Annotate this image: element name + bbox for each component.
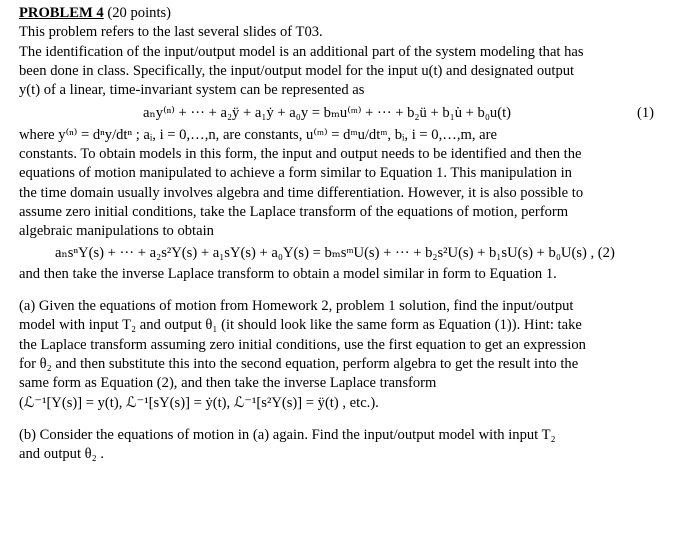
part-b-line: and output θ₂ . <box>19 446 105 463</box>
body-line: the time domain usually involves algebra and time differentiation. However, it is also possible to <box>19 184 584 201</box>
body-line: algebraic manipulations to obtain <box>19 223 214 240</box>
intro-line: been done in class. Specifically, the input/output model for the input u(t) and designated output <box>19 62 575 79</box>
equation-1-label: (1) <box>636 105 654 122</box>
problem-heading <box>19 4 674 23</box>
intro-line: y(t) of a linear, time-invariant system can be represented as <box>19 82 365 99</box>
part-a-line: (ℒ⁻¹[Y(s)] = y(t), ℒ⁻¹[sY(s)] = ẏ(t), ℒ⁻¹[s²Y(s)] = ÿ(t) , etc.). <box>19 394 379 411</box>
body-line: equations of motion manipulated to achieve a form similar to Equation 1. This manipulation in <box>19 165 572 182</box>
intro-line: The identification of the input/output model is an additional part of the system modeling that has <box>19 43 584 60</box>
body-line: assume zero initial conditions, take the Laplace transform of the equations of motion, perform <box>19 203 569 220</box>
equation-2: aₙsⁿY(s) + ··· + a₂s²Y(s) + a₁sY(s) + a₀Y(s) = bₘsᵐU(s) + ··· + b₂s²U(s) + b₁sU(s) + b₀U(s) , (2) <box>55 244 615 261</box>
part-a-line: same form as Equation (2), and then take the inverse Laplace transform <box>19 375 437 392</box>
part-b-line: (b) Consider the equations of motion in (a) again. Find the input/output model with input T₂ <box>19 426 556 443</box>
after-line: and then take the inverse Laplace transform to obtain a model similar in form to Equation 1. <box>19 265 557 282</box>
body-line: constants. To obtain models in this form, the input and output needs to be identified and then the <box>19 146 582 163</box>
body-line: where y⁽ⁿ⁾ = dⁿy/dtⁿ ; aᵢ, i = 0,…,n, are constants, u⁽ᵐ⁾ = dᵐu/dtᵐ, bᵢ, i = 0,…,m, are <box>19 126 497 143</box>
equation-1-expression: aₙy⁽ⁿ⁾ + ··· + a₂ÿ + a₁ẏ + a₀y = bₘu⁽ᵐ⁾ + ··· + b₂ü + b₁u̇ + b₀u(t) <box>143 105 512 122</box>
intro-line: This problem refers to the last several slides of T03. <box>19 24 323 41</box>
part-a-line: for θ₂ and then substitute this into the second equation, perform algebra to get the result into the <box>19 356 579 373</box>
part-a-line: (a) Given the equations of motion from Homework 2, problem 1 solution, find the input/output <box>19 298 574 315</box>
equation-1 <box>19 104 674 123</box>
problem-points: (20 points) <box>107 5 172 21</box>
part-a-line: the Laplace transform assuming zero initial conditions, use the first equation to get an expression <box>19 336 586 353</box>
part-a-line: model with input T₂ and output θ₁ (it should look like the same form as Equation (1)). Hint: take <box>19 317 582 334</box>
problem-title: PROBLEM 4 <box>19 5 104 21</box>
